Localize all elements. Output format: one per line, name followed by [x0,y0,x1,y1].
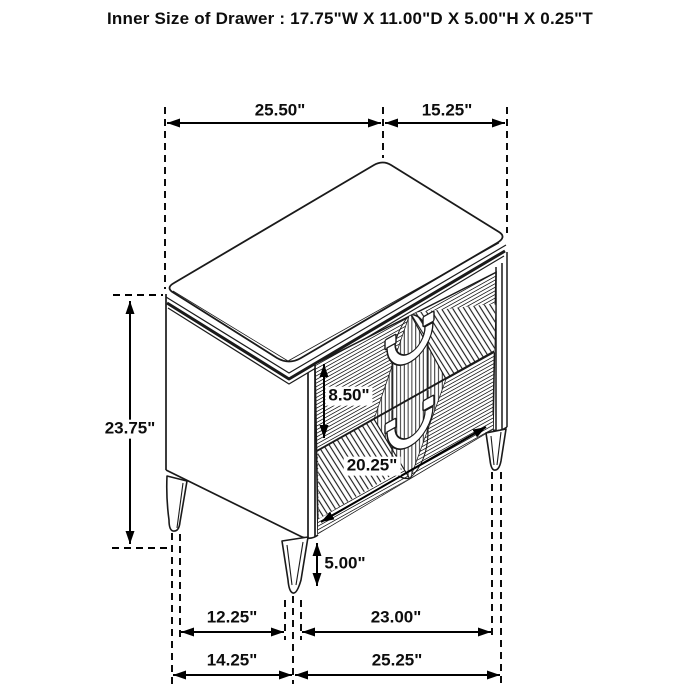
dim-body-height-label: 23.75" [102,420,159,439]
dim-base-depth-label: 14.25" [204,652,261,671]
dim-leg-height-label: 5.00" [321,555,368,574]
dim-leg-inset-side-label: 12.25" [204,609,261,628]
diagram-title: Inner Size of Drawer : 17.75"W X 11.00"D X 5.00"H X 0.25"T [106,9,594,28]
dim-base-width-label: 25.25" [369,652,426,671]
leg-front [282,537,308,593]
leg-right-rear [486,429,506,470]
leg-left-rear [167,476,187,531]
dim-top-width-label: 25.50" [252,102,309,121]
dim-front-diagonal-label: 20.25" [344,457,401,476]
nightstand-drawing [166,163,507,594]
dim-leg-span-front-label: 23.00" [368,609,425,628]
dim-top-depth-label: 15.25" [419,102,476,121]
dim-drawer-opening-label: 8.50" [325,387,372,406]
